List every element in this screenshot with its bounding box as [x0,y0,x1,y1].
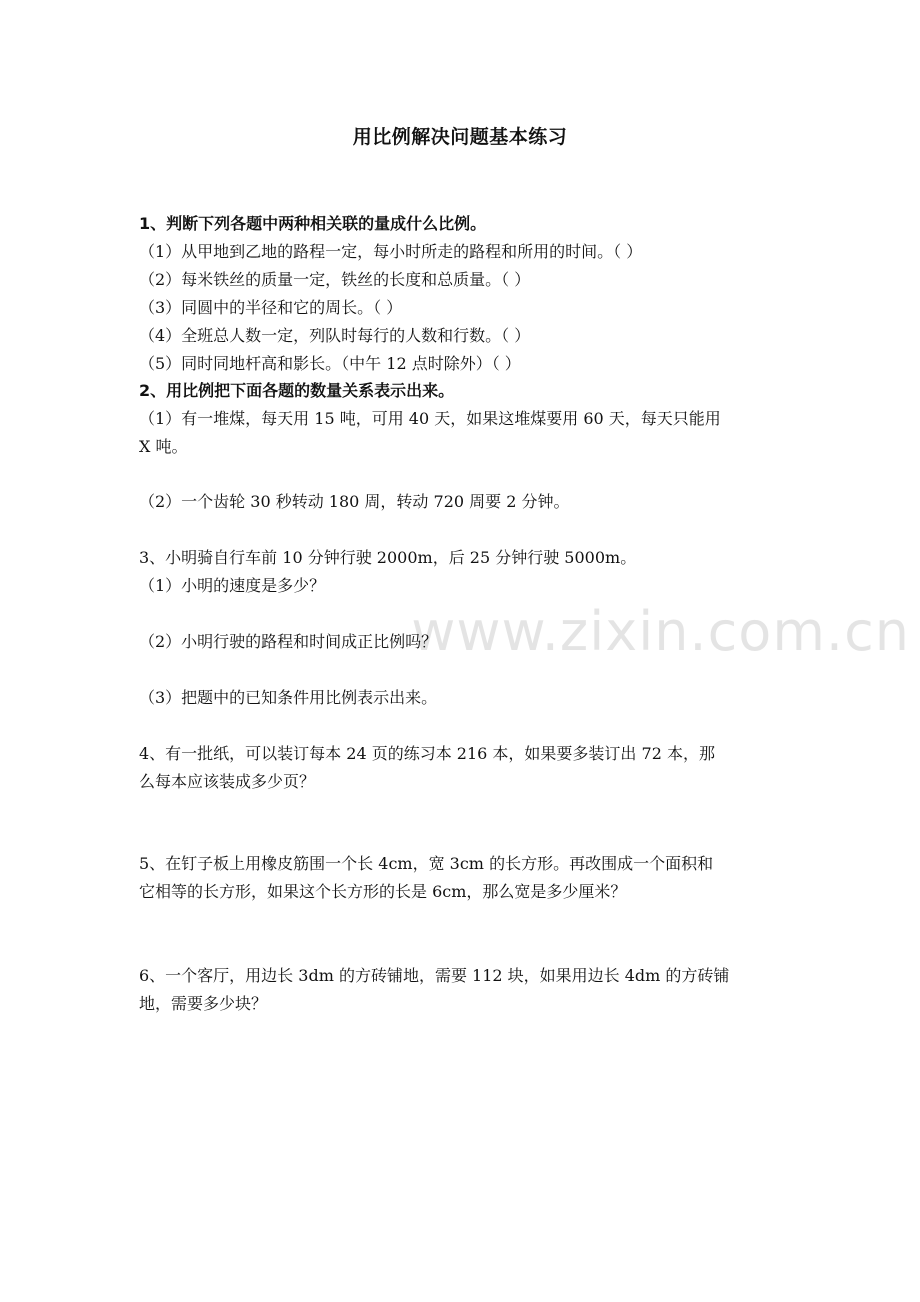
q4-line-1: 4、有一批纸，可以装订每本 24 页的练习本 216 本，如果要多装订出 72 本，那 [139,744,715,763]
q2-part1-line1: （1）有一堆煤，每天用 15 吨，可用 40 天，如果这堆煤要用 60 天，每天只能用 [139,409,721,428]
q1-item-4: （4）全班总人数一定，列队时每行的人数和行数。（ ） [139,326,531,345]
site-watermark: www.zixin.com.cn [411,600,910,663]
q1-item-1: （1）从甲地到乙地的路程一定，每小时所走的路程和所用的时间。（ ） [139,242,643,261]
q3-item-1: （1）小明的速度是多少？ [139,576,326,595]
q5-line-1: 5、在钉子板上用橡皮筋围一个长 4cm，宽 3cm 的长方形。再改围成一个面积和 [139,854,714,873]
q1-item-3: （3）同圆中的半径和它的周长。（ ） [139,298,403,317]
q1-heading: 1、判断下列各题中两种相关联的量成什么比例。 [139,214,487,233]
q4-line-2: 么每本应该装成多少页？ [139,772,316,791]
q2-part1-line2: X 吨。 [139,437,188,456]
q5-line-2: 它相等的长方形，如果这个长方形的长是 6cm，那么宽是多少厘米？ [139,882,627,901]
q3-item-3: （3）把题中的已知条件用比例表示出来。 [139,688,438,707]
q1-item-2: （2）每米铁丝的质量一定，铁丝的长度和总质量。（ ） [139,270,531,289]
q2-part2: （2）一个齿轮 30 秒转动 180 周，转动 720 周要 2 分钟。 [139,492,570,511]
page-title: 用比例解决问题基本练习 [352,126,568,148]
q2-heading: 2、用比例把下面各题的数量关系表示出来。 [139,381,455,400]
q1-item-5: （5）同时同地杆高和影长。（中午 12 点时除外）（ ） [139,354,521,373]
q3-item-2: （2）小明行驶的路程和时间成正比例吗？ [139,632,438,651]
q6-line-1: 6、一个客厅，用边长 3dm 的方砖铺地，需要 112 块，如果用边长 4dm 的方砖铺 [139,966,730,985]
q3-heading: 3、小明骑自行车前 10 分钟行驶 2000m，后 25 分钟行驶 5000m。 [139,548,637,567]
q6-line-2: 地，需要多少块？ [139,994,268,1013]
